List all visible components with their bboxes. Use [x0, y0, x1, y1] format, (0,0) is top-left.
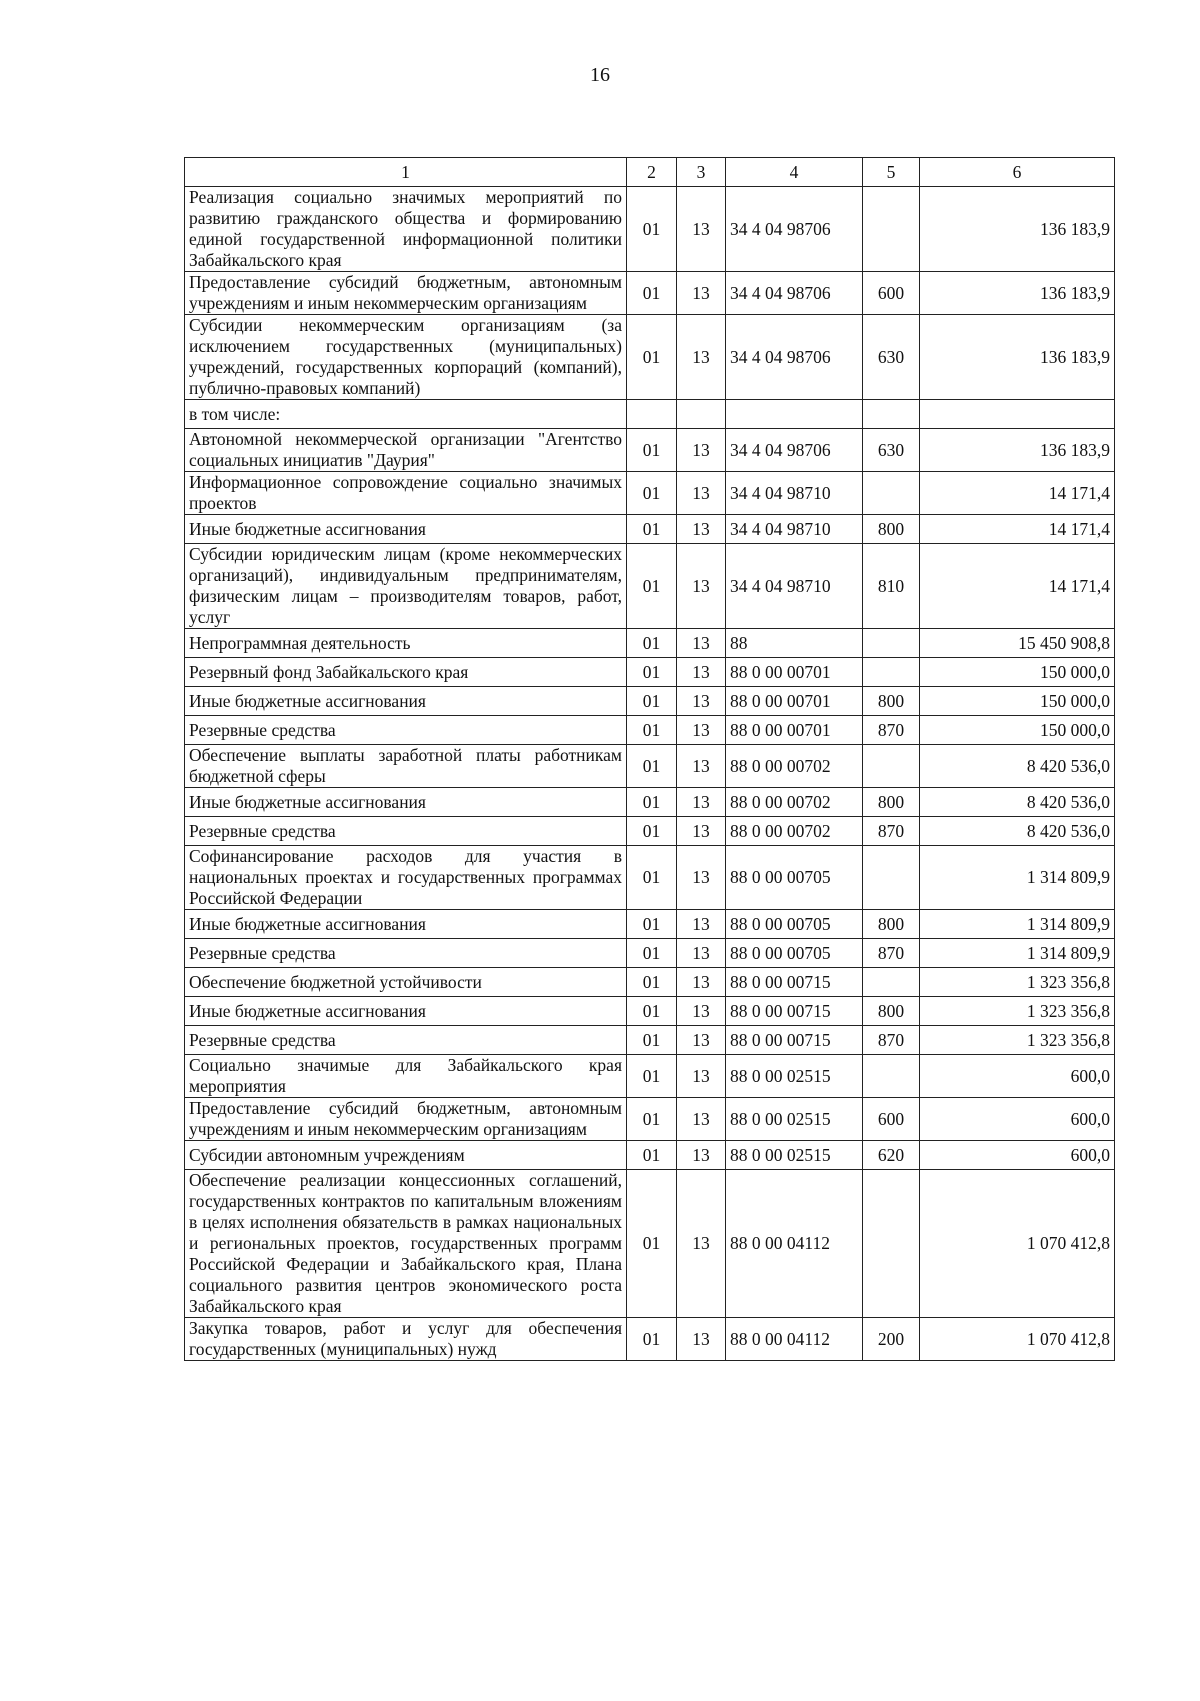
amount: 1 070 412,8: [920, 1170, 1115, 1318]
section-code: 01: [627, 629, 677, 658]
amount: 1 323 356,8: [920, 1026, 1115, 1055]
table-row: [185, 997, 1115, 1026]
target-article-code: 88 0 00 00705: [726, 910, 863, 939]
section-code: 01: [627, 544, 677, 629]
amount: 1 314 809,9: [920, 910, 1115, 939]
target-article-code: 88: [726, 629, 863, 658]
expense-item-name: Софинансирование расходов для участия в национальных проектах и государственных программах Российской Федерации: [185, 846, 627, 910]
expense-type-code: 800: [863, 997, 920, 1026]
column-header: 2: [627, 158, 677, 187]
target-article-code: 34 4 04 98706: [726, 315, 863, 400]
target-article-code: 34 4 04 98706: [726, 272, 863, 315]
section-code: 01: [627, 687, 677, 716]
expense-type-code: 800: [863, 515, 920, 544]
expense-item-name: Предоставление субсидий бюджетным, автономным учреждениям и иным некоммерческим организациям: [185, 1098, 627, 1141]
amount: 600,0: [920, 1098, 1115, 1141]
subsection-code: 13: [677, 788, 726, 817]
expense-type-code: [863, 658, 920, 687]
section-code: 01: [627, 1026, 677, 1055]
section-code: 01: [627, 429, 677, 472]
column-header: 4: [726, 158, 863, 187]
section-code: 01: [627, 968, 677, 997]
target-article-code: 88 0 00 04112: [726, 1170, 863, 1318]
section-code: 01: [627, 472, 677, 515]
target-article-code: 34 4 04 98710: [726, 544, 863, 629]
expense-type-code: 620: [863, 1141, 920, 1170]
target-article-code: 88 0 00 00702: [726, 817, 863, 846]
amount: 150 000,0: [920, 658, 1115, 687]
table-row: [185, 272, 1115, 315]
table-row: [185, 716, 1115, 745]
expense-type-code: 600: [863, 1098, 920, 1141]
subsection-code: 13: [677, 817, 726, 846]
target-article-code: 88 0 00 00702: [726, 745, 863, 788]
table-row: [185, 472, 1115, 515]
amount: 1 314 809,9: [920, 939, 1115, 968]
expense-type-code: [863, 187, 920, 272]
section-code: 01: [627, 846, 677, 910]
expense-item-name: Иные бюджетные ассигнования: [185, 997, 627, 1026]
expense-type-code: [863, 968, 920, 997]
expense-item-name: Резервные средства: [185, 716, 627, 745]
subsection-code: 13: [677, 687, 726, 716]
subsection-code: 13: [677, 658, 726, 687]
section-code: 01: [627, 939, 677, 968]
column-header: 6: [920, 158, 1115, 187]
subsection-code: 13: [677, 1098, 726, 1141]
expense-item-name: Резервные средства: [185, 1026, 627, 1055]
subsection-code: 13: [677, 544, 726, 629]
amount: 600,0: [920, 1141, 1115, 1170]
expense-item-name: Реализация социально значимых мероприятий по развитию гражданского общества и формированию единой государственной информационной политики Забайкальского края: [185, 187, 627, 272]
subsection-code: 13: [677, 1141, 726, 1170]
amount: 600,0: [920, 1055, 1115, 1098]
expense-item-name: Субсидии юридическим лицам (кроме некоммерческих организаций), индивидуальным предпринимателям, физическим лицам – производителям товаров, работ, услуг: [185, 544, 627, 629]
target-article-code: 34 4 04 98706: [726, 187, 863, 272]
table-row: [185, 1170, 1115, 1318]
amount: 136 183,9: [920, 187, 1115, 272]
subsection-code: 13: [677, 1055, 726, 1098]
table-row: [185, 429, 1115, 472]
table-row: [185, 315, 1115, 400]
amount: 136 183,9: [920, 315, 1115, 400]
amount: 1 323 356,8: [920, 968, 1115, 997]
target-article-code: 88 0 00 00715: [726, 997, 863, 1026]
table-header-row: [185, 158, 1115, 187]
table-row: [185, 788, 1115, 817]
target-article-code: 88 0 00 00705: [726, 939, 863, 968]
expense-type-code: 800: [863, 788, 920, 817]
table-row: [185, 544, 1115, 629]
target-article-code: 34 4 04 98706: [726, 429, 863, 472]
section-code: 01: [627, 658, 677, 687]
column-header: 1: [185, 158, 627, 187]
expense-item-name: Обеспечение реализации концессионных соглашений, государственных контрактов по капитальным вложениям в целях исполнения обязательств в рамках национальных и региональных проектов, государственных программ Российской Федерации и Забайкальского края, Плана социального развития центров экономического роста Забайкальского края: [185, 1170, 627, 1318]
amount: 1 314 809,9: [920, 846, 1115, 910]
section-code: 01: [627, 1055, 677, 1098]
section-code: 01: [627, 1318, 677, 1361]
table-row: [185, 846, 1115, 910]
expense-item-name: Субсидии некоммерческим организациям (за исключением государственных (муниципальных) учреждений, государственных корпораций (компаний), публично-правовых компаний): [185, 315, 627, 400]
section-code: 01: [627, 1170, 677, 1318]
expense-item-name: Резервные средства: [185, 817, 627, 846]
expense-item-name: Информационное сопровождение социально значимых проектов: [185, 472, 627, 515]
subsection-code: 13: [677, 745, 726, 788]
expense-item-name: Иные бюджетные ассигнования: [185, 687, 627, 716]
target-article-code: 34 4 04 98710: [726, 472, 863, 515]
section-code: 01: [627, 997, 677, 1026]
target-article-code: 88 0 00 00701: [726, 687, 863, 716]
target-article-code: 88 0 00 00705: [726, 846, 863, 910]
target-article-code: 88 0 00 02515: [726, 1055, 863, 1098]
section-code: 01: [627, 817, 677, 846]
table-row: [185, 910, 1115, 939]
table-row: [185, 817, 1115, 846]
section-code: 01: [627, 788, 677, 817]
target-article-code: 88 0 00 00715: [726, 968, 863, 997]
expense-item-name: Закупка товаров, работ и услуг для обеспечения государственных (муниципальных) нужд: [185, 1318, 627, 1361]
expense-type-code: 870: [863, 817, 920, 846]
amount: 8 420 536,0: [920, 788, 1115, 817]
target-article-code: 88 0 00 04112: [726, 1318, 863, 1361]
expense-item-name: Иные бюджетные ассигнования: [185, 788, 627, 817]
expense-item-name: Иные бюджетные ассигнования: [185, 515, 627, 544]
subsection-code: 13: [677, 968, 726, 997]
expense-item-name: Предоставление субсидий бюджетным, автономным учреждениям и иным некоммерческим организациям: [185, 272, 627, 315]
table-row: [185, 1098, 1115, 1141]
column-header: 3: [677, 158, 726, 187]
amount: 15 450 908,8: [920, 629, 1115, 658]
subsection-code: [677, 400, 726, 429]
subsection-code: 13: [677, 515, 726, 544]
amount: 14 171,4: [920, 544, 1115, 629]
amount: 8 420 536,0: [920, 817, 1115, 846]
expense-item-name: в том числе:: [185, 400, 627, 429]
table-row: [185, 968, 1115, 997]
expense-item-name: Обеспечение бюджетной устойчивости: [185, 968, 627, 997]
amount: 1 323 356,8: [920, 997, 1115, 1026]
table-row: [185, 1055, 1115, 1098]
expense-type-code: 630: [863, 429, 920, 472]
subsection-code: 13: [677, 429, 726, 472]
section-code: 01: [627, 315, 677, 400]
expense-item-name: Обеспечение выплаты заработной платы работникам бюджетной сферы: [185, 745, 627, 788]
section-code: 01: [627, 272, 677, 315]
expense-type-code: 810: [863, 544, 920, 629]
table-row: [185, 745, 1115, 788]
expense-type-code: [863, 846, 920, 910]
expense-type-code: [863, 629, 920, 658]
expense-type-code: [863, 1055, 920, 1098]
expense-item-name: Субсидии автономным учреждениям: [185, 1141, 627, 1170]
subsection-code: 13: [677, 272, 726, 315]
subsection-code: 13: [677, 716, 726, 745]
amount: 150 000,0: [920, 687, 1115, 716]
expense-type-code: 800: [863, 910, 920, 939]
amount: 136 183,9: [920, 272, 1115, 315]
subsection-code: 13: [677, 629, 726, 658]
subsection-code: 13: [677, 1318, 726, 1361]
section-code: 01: [627, 745, 677, 788]
amount: 14 171,4: [920, 472, 1115, 515]
expense-item-name: Непрограммная деятельность: [185, 629, 627, 658]
subsection-code: 13: [677, 997, 726, 1026]
target-article-code: 34 4 04 98710: [726, 515, 863, 544]
expense-type-code: [863, 1170, 920, 1318]
page-number: 16: [590, 64, 610, 86]
subsection-code: 13: [677, 1170, 726, 1318]
subsection-code: 13: [677, 1026, 726, 1055]
expense-item-name: Социально значимые для Забайкальского края мероприятия: [185, 1055, 627, 1098]
table-row: [185, 658, 1115, 687]
table-row: [185, 1141, 1115, 1170]
expense-item-name: Автономной некоммерческой организации "Агентство социальных инициатив "Даурия": [185, 429, 627, 472]
target-article-code: 88 0 00 00715: [726, 1026, 863, 1055]
expense-type-code: 600: [863, 272, 920, 315]
expense-type-code: [863, 472, 920, 515]
amount: 14 171,4: [920, 515, 1115, 544]
expense-type-code: 800: [863, 687, 920, 716]
target-article-code: 88 0 00 02515: [726, 1141, 863, 1170]
target-article-code: 88 0 00 00702: [726, 788, 863, 817]
amount: 1 070 412,8: [920, 1318, 1115, 1361]
table-row: [185, 1026, 1115, 1055]
section-code: 01: [627, 716, 677, 745]
target-article-code: [726, 400, 863, 429]
subsection-code: 13: [677, 315, 726, 400]
subsection-code: 13: [677, 187, 726, 272]
table-row: [185, 687, 1115, 716]
table-row: [185, 629, 1115, 658]
subsection-code: 13: [677, 939, 726, 968]
amount: [920, 400, 1115, 429]
budget-table: [184, 157, 1115, 1361]
section-code: 01: [627, 515, 677, 544]
section-code: 01: [627, 1141, 677, 1170]
column-header: 5: [863, 158, 920, 187]
amount: 8 420 536,0: [920, 745, 1115, 788]
expense-type-code: 630: [863, 315, 920, 400]
subsection-code: 13: [677, 910, 726, 939]
subsection-code: 13: [677, 472, 726, 515]
table-row: [185, 187, 1115, 272]
expense-type-code: 870: [863, 939, 920, 968]
section-code: 01: [627, 187, 677, 272]
section-code: 01: [627, 1098, 677, 1141]
expense-type-code: 870: [863, 1026, 920, 1055]
table-row: [185, 1318, 1115, 1361]
table-row: [185, 939, 1115, 968]
target-article-code: 88 0 00 02515: [726, 1098, 863, 1141]
expense-type-code: [863, 745, 920, 788]
expense-type-code: 870: [863, 716, 920, 745]
subsection-code: 13: [677, 846, 726, 910]
target-article-code: 88 0 00 00701: [726, 716, 863, 745]
amount: 136 183,9: [920, 429, 1115, 472]
target-article-code: 88 0 00 00701: [726, 658, 863, 687]
expense-item-name: Иные бюджетные ассигнования: [185, 910, 627, 939]
section-code: 01: [627, 910, 677, 939]
amount: 150 000,0: [920, 716, 1115, 745]
expense-item-name: Резервные средства: [185, 939, 627, 968]
expense-type-code: [863, 400, 920, 429]
table-body: [185, 187, 1115, 1361]
table-row: [185, 515, 1115, 544]
section-code: [627, 400, 677, 429]
expense-item-name: Резервный фонд Забайкальского края: [185, 658, 627, 687]
table-row: [185, 400, 1115, 429]
expense-type-code: 200: [863, 1318, 920, 1361]
